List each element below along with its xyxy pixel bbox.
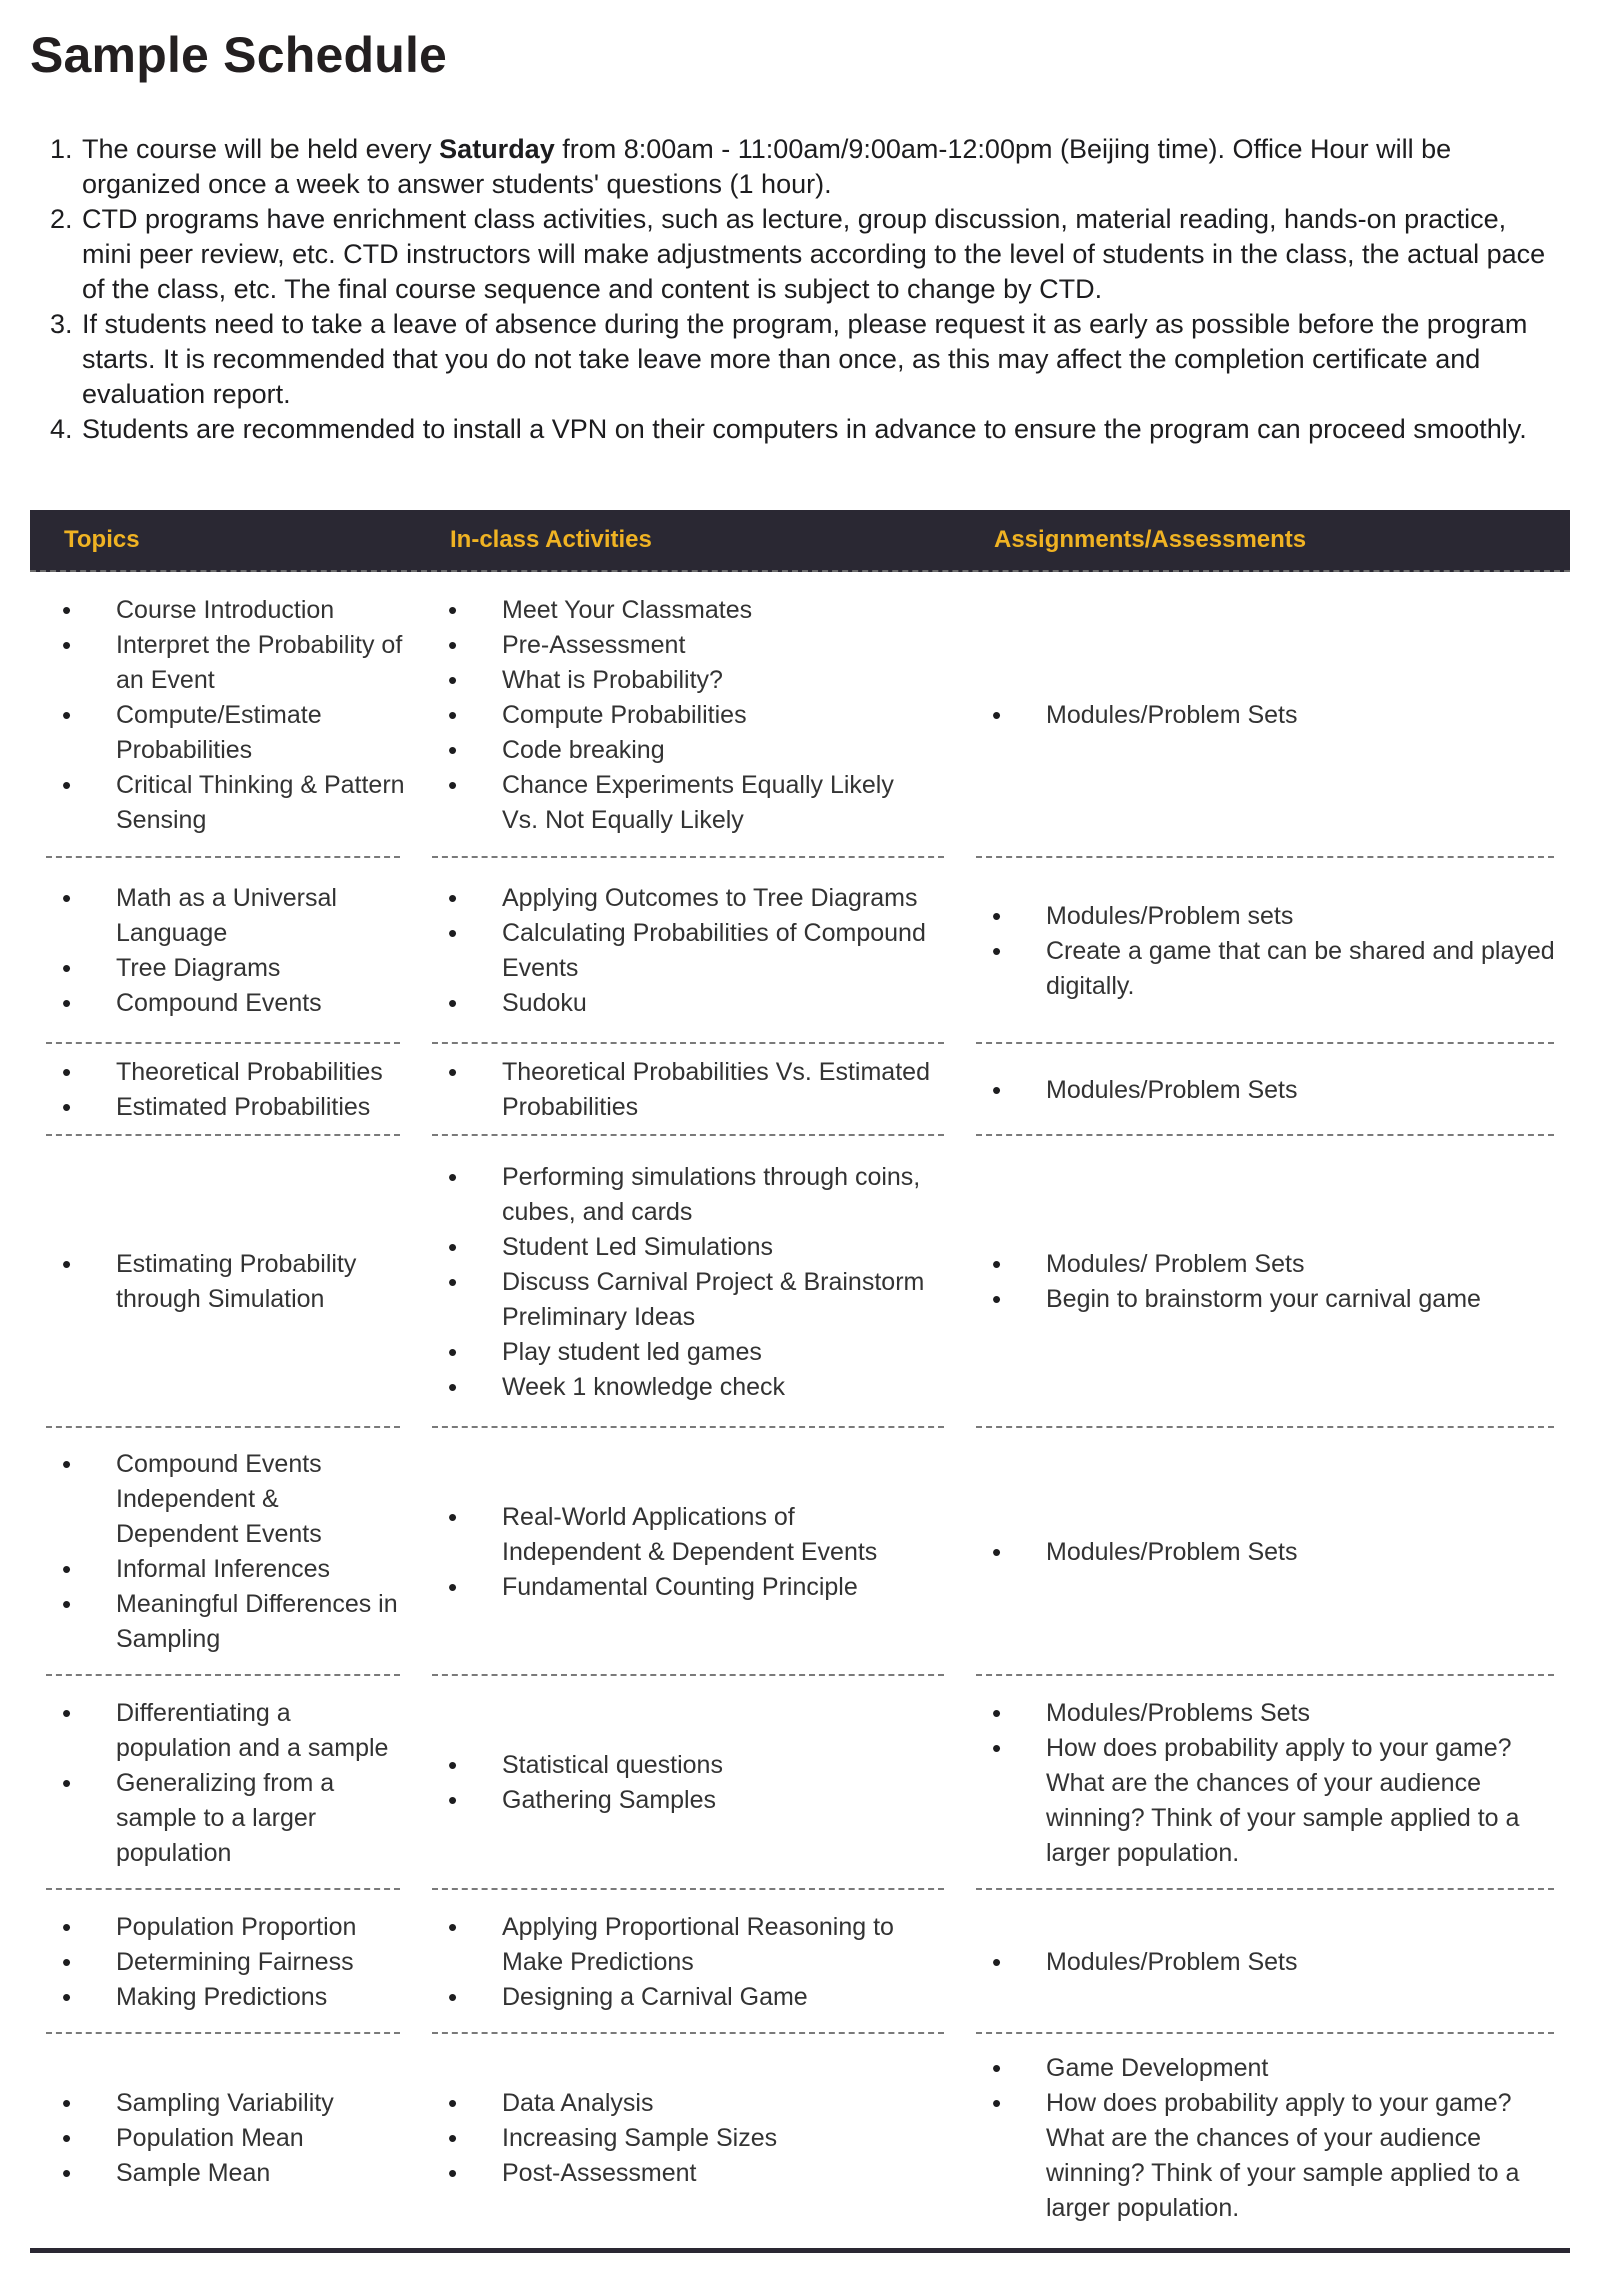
activity-list — [416, 881, 960, 1021]
table-bottom-rule — [30, 2248, 1570, 2253]
topic-item: • Determining Fairness — [30, 1945, 416, 1980]
header-assignments: Assignments/Assessments — [994, 526, 1307, 553]
activity-item: • Fundamental Counting Principle — [416, 1570, 960, 1605]
activity-list — [416, 1055, 960, 1125]
topic-cell — [30, 1676, 416, 1890]
topic-item: • Compound Events Independent & Dependent Events — [30, 1447, 416, 1552]
topic-item: • Sample Mean — [30, 2156, 416, 2191]
note-item — [80, 202, 1560, 307]
topic-list — [30, 1247, 416, 1317]
activity-cell — [416, 2034, 960, 2242]
assignment-list — [960, 1696, 1570, 1871]
assignment-item: • Modules/Problem Sets — [960, 698, 1570, 733]
topic-item: • Compute/Estimate Probabilities — [30, 698, 416, 768]
topic-cell — [30, 1890, 416, 2034]
assignment-item: • Begin to brainstorm your carnival game — [960, 1282, 1570, 1317]
document-page — [30, 24, 1570, 2222]
assignment-cell — [960, 1044, 1570, 1136]
table-row — [30, 1676, 1570, 1890]
note-text: from 8:00am - 11:00am/9:00am-12:00pm (Beijing time). Office Hour will be organized once a week to answer students' questions (1 hour). — [82, 134, 1452, 199]
topic-item: • Critical Thinking & Pattern Sensing — [30, 768, 416, 838]
activity-item: • Discuss Carnival Project & Brainstorm Preliminary Ideas — [416, 1265, 960, 1335]
table-row — [30, 2034, 1570, 2242]
activity-cell — [416, 1428, 960, 1676]
note-bold-text: Saturday — [439, 134, 555, 164]
activity-cell — [416, 1136, 960, 1428]
topic-item: • Math as a Universal Language — [30, 881, 416, 951]
assignment-item: • Modules/Problems Sets — [960, 1696, 1570, 1731]
topic-item: • Tree Diagrams — [30, 951, 416, 986]
topic-item: • Informal Inferences — [30, 1552, 416, 1587]
activity-list — [416, 1748, 960, 1818]
assignment-list — [960, 1535, 1570, 1570]
assignment-cell — [960, 858, 1570, 1044]
activity-item: • Statistical questions — [416, 1748, 960, 1783]
topic-list — [30, 1910, 416, 2015]
activity-item: • Applying Proportional Reasoning to Make Predictions — [416, 1910, 960, 1980]
assignment-cell — [960, 572, 1570, 858]
assignment-cell — [960, 1136, 1570, 1428]
activity-cell — [416, 572, 960, 858]
assignment-cell — [960, 1890, 1570, 2034]
header-topics: Topics — [64, 526, 140, 553]
activity-item: • Compute Probabilities — [416, 698, 960, 733]
assignment-item: • Game Development — [960, 2051, 1570, 2086]
assignment-list — [960, 1247, 1570, 1317]
topic-item: • Making Predictions — [30, 1980, 416, 2015]
activity-cell — [416, 1890, 960, 2034]
topic-item: • Population Mean — [30, 2121, 416, 2156]
note-item — [80, 412, 1560, 447]
activity-list — [416, 1500, 960, 1605]
schedule-table — [30, 510, 1570, 2242]
table-row — [30, 1890, 1570, 2034]
topic-item: • Meaningful Differences in Sampling — [30, 1587, 416, 1657]
assignment-list — [960, 1073, 1570, 1108]
table-row — [30, 1136, 1570, 1428]
activity-list — [416, 2086, 960, 2191]
assignment-cell — [960, 1428, 1570, 1676]
topic-item: • Compound Events — [30, 986, 416, 1021]
assignment-item: • How does probability apply to your game? What are the chances of your audience winning? Think of your sample applied to a larger population. — [960, 1731, 1570, 1871]
topic-list — [30, 593, 416, 838]
assignment-item: • Modules/Problem Sets — [960, 1073, 1570, 1108]
activity-cell — [416, 858, 960, 1044]
table-row — [30, 858, 1570, 1044]
topic-cell — [30, 858, 416, 1044]
topic-cell — [30, 1136, 416, 1428]
activity-item: • What is Probability? — [416, 663, 960, 698]
note-item — [80, 132, 1560, 202]
assignment-list — [960, 1945, 1570, 1980]
note-text: If students need to take a leave of absence during the program, please request it as early as possible before the program starts. It is recommended that you do not take leave more than once, as this may affect the completion certificate and evaluation report. — [82, 309, 1528, 409]
notes-list — [30, 132, 1560, 447]
header-activities: In-class Activities — [450, 526, 652, 553]
page-title: Sample Schedule — [30, 27, 448, 83]
activity-item: • Calculating Probabilities of Compound Events — [416, 916, 960, 986]
activity-item: • Increasing Sample Sizes — [416, 2121, 960, 2156]
activity-item: • Performing simulations through coins, cubes, and cards — [416, 1160, 960, 1230]
assignment-item: • Modules/Problem Sets — [960, 1945, 1570, 1980]
activity-item: • Gathering Samples — [416, 1783, 960, 1818]
activity-item: • Applying Outcomes to Tree Diagrams — [416, 881, 960, 916]
activity-item: • Real-World Applications of Independent & Dependent Events — [416, 1500, 960, 1570]
activity-list — [416, 593, 960, 838]
topic-list — [30, 1696, 416, 1871]
assignment-cell — [960, 2034, 1570, 2242]
assignment-item: • Create a game that can be shared and played digitally. — [960, 934, 1570, 1004]
activity-item: • Pre-Assessment — [416, 628, 960, 663]
activity-item: • Chance Experiments Equally Likely Vs. Not Equally Likely — [416, 768, 960, 838]
topic-cell — [30, 2034, 416, 2242]
topic-item: • Estimating Probability through Simulation — [30, 1247, 416, 1317]
topic-list — [30, 1447, 416, 1657]
topic-item: • Population Proportion — [30, 1910, 416, 1945]
topic-item: • Estimated Probabilities — [30, 1090, 416, 1125]
topic-item: • Interpret the Probability of an Event — [30, 628, 416, 698]
topic-item: • Course Introduction — [30, 593, 416, 628]
assignment-item: • Modules/Problem Sets — [960, 1535, 1570, 1570]
topic-cell — [30, 572, 416, 858]
activity-item: • Week 1 knowledge check — [416, 1370, 960, 1405]
activity-item: • Play student led games — [416, 1335, 960, 1370]
assignment-cell — [960, 1676, 1570, 1890]
topic-item: • Generalizing from a sample to a larger population — [30, 1766, 416, 1871]
table-body — [30, 572, 1570, 2242]
table-row — [30, 572, 1570, 858]
assignment-item: • Modules/ Problem Sets — [960, 1247, 1570, 1282]
activity-item: • Post-Assessment — [416, 2156, 960, 2191]
topic-list — [30, 1055, 416, 1125]
note-text: Students are recommended to install a VPN on their computers in advance to ensure the program can proceed smoothly. — [82, 414, 1527, 444]
activity-item: • Theoretical Probabilities Vs. Estimated Probabilities — [416, 1055, 960, 1125]
topic-cell — [30, 1044, 416, 1136]
activity-list — [416, 1910, 960, 2015]
assignment-item: • Modules/Problem sets — [960, 899, 1570, 934]
activity-item: • Sudoku — [416, 986, 960, 1021]
activity-item: • Data Analysis — [416, 2086, 960, 2121]
topic-item: • Differentiating a population and a sample — [30, 1696, 416, 1766]
assignment-list — [960, 698, 1570, 733]
topic-list — [30, 881, 416, 1021]
activity-item: • Meet Your Classmates — [416, 593, 960, 628]
topic-item: • Theoretical Probabilities — [30, 1055, 416, 1090]
table-header-row — [30, 510, 1570, 572]
assignment-list — [960, 2051, 1570, 2226]
topic-cell — [30, 1428, 416, 1676]
note-item — [80, 307, 1560, 412]
topic-list — [30, 2086, 416, 2191]
activity-cell — [416, 1676, 960, 1890]
activity-item: • Code breaking — [416, 733, 960, 768]
table-row — [30, 1044, 1570, 1136]
activity-cell — [416, 1044, 960, 1136]
activity-item: • Student Led Simulations — [416, 1230, 960, 1265]
assignment-list — [960, 899, 1570, 1004]
table-row — [30, 1428, 1570, 1676]
topic-item: • Sampling Variability — [30, 2086, 416, 2121]
assignment-item: • How does probability apply to your game? What are the chances of your audience winning? Think of your sample applied to a larger population. — [960, 2086, 1570, 2226]
activity-item: • Designing a Carnival Game — [416, 1980, 960, 2015]
note-text: CTD programs have enrichment class activities, such as lecture, group discussion, material reading, hands-on practice, mini peer review, etc. CTD instructors will make adjustments according to the level of students in the class, the actual pace of the class, etc. The final course sequence and content is subject to change by CTD. — [82, 204, 1546, 304]
note-text: The course will be held every — [82, 134, 440, 164]
activity-list — [416, 1160, 960, 1405]
